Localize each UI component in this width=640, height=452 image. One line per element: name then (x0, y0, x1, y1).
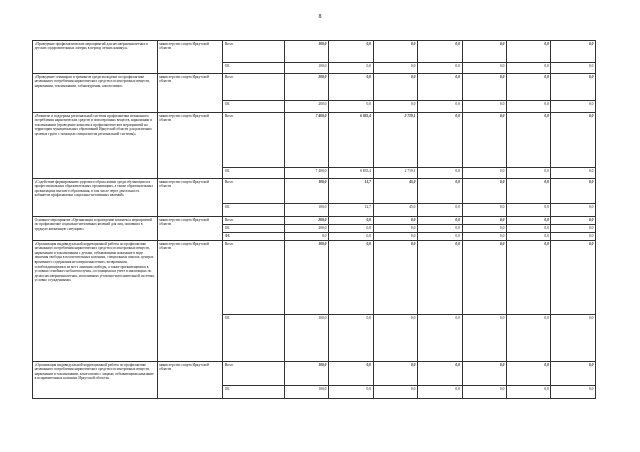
amount-cell: 0,0 (418, 362, 462, 386)
amount-cell: 100,0 (284, 179, 328, 204)
amount-cell: 0,0 (462, 63, 506, 74)
amount-cell: 2 719,1 (373, 113, 417, 168)
funding-source: ОБ (223, 204, 284, 217)
amount-cell: 0,0 (418, 101, 462, 113)
amount-cell: 100,0 (284, 315, 328, 362)
amount-cell: 0,0 (551, 41, 596, 63)
amount-cell: 0,0 (462, 225, 506, 233)
activity-description: «Развитие и поддержка региональной системы профилактики незаконного потребления наркотических средств и психотропных веществ, наркомании и токсикомании (проведение комплекса профилактических мероприятий на территории муниципальных образований Иркутской области для различных целевых групп с помощью специалистов региональной системы)» (33, 113, 158, 179)
amount-cell: 0,0 (506, 63, 550, 74)
table-row (33, 113, 596, 168)
amount-cell: 100,0 (284, 241, 328, 315)
amount-cell: 0,0 (551, 241, 596, 315)
table-row (33, 41, 596, 63)
amount-cell: 0,0 (551, 233, 596, 241)
activity-description: «Организация индивидуальной коррекционной работы по профилактике незаконного потребления наркотических средств и психотропных веществ, наркомании и токсикомании с детьми, отбывающими наказание в виде лишения свободы в воспитательных колониях, специальных школах, центрах временного содержания несовершеннолетних, возвратными, освобождающимися из мест лишения свободы, а также признающимися в условиях семейного неблагополучия, состоящими на учете в инспекциях по делам несовершеннолетних, исполнениях уголовно-исполнительной системы, условно осужденными» (33, 241, 158, 362)
amount-cell: 7 400,0 (284, 113, 328, 168)
amount-cell: 0,0 (373, 74, 417, 101)
amount-cell: 0,0 (462, 233, 506, 241)
amount-cell: 0,0 (551, 179, 596, 204)
amount-cell: 0,0 (551, 315, 596, 362)
amount-cell: 200,0 (284, 225, 328, 233)
amount-cell: 100,0 (284, 63, 328, 74)
funding-source: ОБ (223, 315, 284, 362)
amount-cell: 0,0 (329, 101, 373, 113)
amount-cell: 0,0 (329, 241, 373, 315)
amount-cell: 0,0 (418, 233, 462, 241)
amount-cell: 0,0 (329, 217, 373, 225)
amount-cell: 0,0 (284, 233, 328, 241)
amount-cell: 0,0 (462, 179, 506, 204)
funding-source: Всего (223, 41, 284, 63)
amount-cell: 0,0 (506, 217, 550, 225)
amount-cell: 200,0 (284, 74, 328, 101)
amount-cell: 0,0 (329, 225, 373, 233)
amount-cell: 0,0 (462, 101, 506, 113)
amount-cell: 0,0 (418, 63, 462, 74)
amount-cell: 0,0 (462, 362, 506, 386)
amount-cell: 0,0 (506, 101, 550, 113)
amount-cell: 0,0 (329, 362, 373, 386)
amount-cell: 6 835,4 (329, 113, 373, 168)
amount-cell: 0,0 (418, 217, 462, 225)
amount-cell: 2 719,1 (373, 168, 417, 179)
funding-source: Всего (223, 179, 284, 204)
amount-cell: 0,0 (462, 168, 506, 179)
amount-cell: 0,0 (329, 315, 373, 362)
amount-cell: 0,0 (551, 113, 596, 168)
funding-source: ОБ (223, 101, 284, 113)
executor-cell: министерство спорта Иркутской области (157, 241, 223, 362)
amount-cell: 0,0 (373, 217, 417, 225)
funding-source: Всего (223, 113, 284, 168)
amount-cell: 0,0 (462, 217, 506, 225)
activity-description: «Проведение профилактических мероприятий для несовершеннолетних в детских оздоровительных лагерях в период летних каникул» (33, 41, 158, 74)
amount-cell: 0,0 (329, 41, 373, 63)
amount-cell: 0,0 (462, 386, 506, 399)
amount-cell: 0,0 (418, 179, 462, 204)
amount-cell: 0,0 (418, 113, 462, 168)
amount-cell: 0,0 (373, 315, 417, 362)
amount-cell: 0,0 (329, 63, 373, 74)
table-row (33, 217, 596, 225)
amount-cell: 0,0 (418, 241, 462, 315)
amount-cell: 0,0 (418, 74, 462, 101)
amount-cell: 0,0 (329, 386, 373, 399)
amount-cell: 0,0 (373, 101, 417, 113)
amount-cell: 0,0 (506, 241, 550, 315)
amount-cell: 0,0 (373, 362, 417, 386)
executor-cell: министерство спорта Иркутской области (157, 113, 223, 179)
funding-source: Всего (223, 74, 284, 101)
amount-cell: 0,0 (506, 386, 550, 399)
amount-cell: 0,0 (373, 241, 417, 315)
amount-cell: 0,0 (551, 204, 596, 217)
executor-cell: министерство спорта Иркутской области (157, 74, 223, 113)
amount-cell: 0,0 (462, 113, 506, 168)
amount-cell: 0,0 (462, 204, 506, 217)
amount-cell: 12,7 (329, 179, 373, 204)
amount-cell: 0,0 (551, 225, 596, 233)
amount-cell: 0,0 (506, 225, 550, 233)
budget-table (32, 40, 596, 399)
amount-cell: 100,0 (284, 204, 328, 217)
amount-cell: 0,0 (373, 63, 417, 74)
table-row (33, 74, 596, 101)
amount-cell: 0,0 (373, 41, 417, 63)
funding-source: ОБ (223, 225, 284, 233)
amount-cell: 0,0 (462, 241, 506, 315)
amount-cell: 0,0 (551, 101, 596, 113)
amount-cell: 0,0 (551, 168, 596, 179)
funding-source: Всего (223, 241, 284, 315)
amount-cell: 0,0 (462, 74, 506, 101)
funding-source: ОБ (223, 386, 284, 399)
amount-cell: 12,7 (329, 204, 373, 217)
funding-source: ФБ (223, 233, 284, 241)
amount-cell: 0,0 (506, 315, 550, 362)
executor-cell: министерство спорта Иркутской области (157, 362, 223, 399)
amount-cell: 0,0 (506, 168, 550, 179)
amount-cell: 0,0 (329, 233, 373, 241)
table-row (33, 362, 596, 386)
amount-cell: 0,0 (506, 204, 550, 217)
amount-cell: 0,0 (418, 315, 462, 362)
activity-description: «Организация индивидуальной коррекционной работы по профилактике незаконного потребления наркотических средств и психотропных веществ, наркомании и токсикомании, алкоголизма с лицами, отбывающими наказание в исправительных колониях Иркутской области» (33, 362, 158, 399)
amount-cell: 0,0 (373, 225, 417, 233)
amount-cell: 0,0 (551, 63, 596, 74)
amount-cell: 200,0 (284, 101, 328, 113)
funding-source: Всего (223, 217, 284, 225)
amount-cell: 0,0 (551, 386, 596, 399)
amount-cell: 0,0 (373, 233, 417, 241)
amount-cell: 0,0 (506, 233, 550, 241)
amount-cell: 0,0 (462, 315, 506, 362)
amount-cell: 200,0 (284, 217, 328, 225)
activity-description: «Содействие формированию здорового образа жизни среди обучающихся в профессиональных образовательных организациях, а также образовательных организациях высшего образования, в том числе через деятельность кабинетов профилактики социально-негативных явлений» (33, 179, 158, 217)
amount-cell: 0,0 (462, 41, 506, 63)
funding-source: Всего (223, 362, 284, 386)
amount-cell: 7 400,0 (284, 168, 328, 179)
amount-cell: 0,0 (329, 74, 373, 101)
table-row (33, 241, 596, 315)
funding-source: ОБ (223, 168, 284, 179)
amount-cell: 0,0 (418, 225, 462, 233)
page-number: 8 (318, 14, 322, 20)
amount-cell: 0,0 (418, 204, 462, 217)
amount-cell: 0,0 (506, 41, 550, 63)
executor-cell: министерство спорта Иркутской области (157, 179, 223, 217)
amount-cell: 0,0 (506, 362, 550, 386)
amount-cell: 0,0 (418, 168, 462, 179)
amount-cell: 0,0 (551, 217, 596, 225)
executor-cell: министерство спорта Иркутской области (157, 217, 223, 241)
amount-cell: 100,0 (284, 41, 328, 63)
amount-cell: 6 835,4 (329, 168, 373, 179)
amount-cell: 0,0 (506, 113, 550, 168)
table-row (33, 179, 596, 204)
amount-cell: 0,0 (506, 74, 550, 101)
amount-cell: 0,0 (418, 386, 462, 399)
amount-cell: 45,0 (373, 179, 417, 204)
funding-source: ОБ (223, 63, 284, 74)
activity-description: «Проведение семинаров и тренингов среди молодежи по профилактике незаконного потребления наркотических средств и психотропных веществ, наркомании, токсикомании, табакокурения, алкоголизма» (33, 74, 158, 113)
amount-cell: 0,0 (373, 386, 417, 399)
amount-cell: 0,0 (506, 179, 550, 204)
amount-cell: 45,0 (373, 204, 417, 217)
amount-cell: 100,0 (284, 386, 328, 399)
activity-description: Основное мероприятие «Организация и проведение комплекса мероприятий по профилактике социально-негативных явлений для лиц, попавших в трудную жизненную ситуацию» (33, 217, 158, 241)
amount-cell: 0,0 (551, 74, 596, 101)
executor-cell: министерство спорта Иркутской области (157, 41, 223, 74)
amount-cell: 100,0 (284, 362, 328, 386)
amount-cell: 0,0 (418, 41, 462, 63)
amount-cell: 0,0 (551, 362, 596, 386)
